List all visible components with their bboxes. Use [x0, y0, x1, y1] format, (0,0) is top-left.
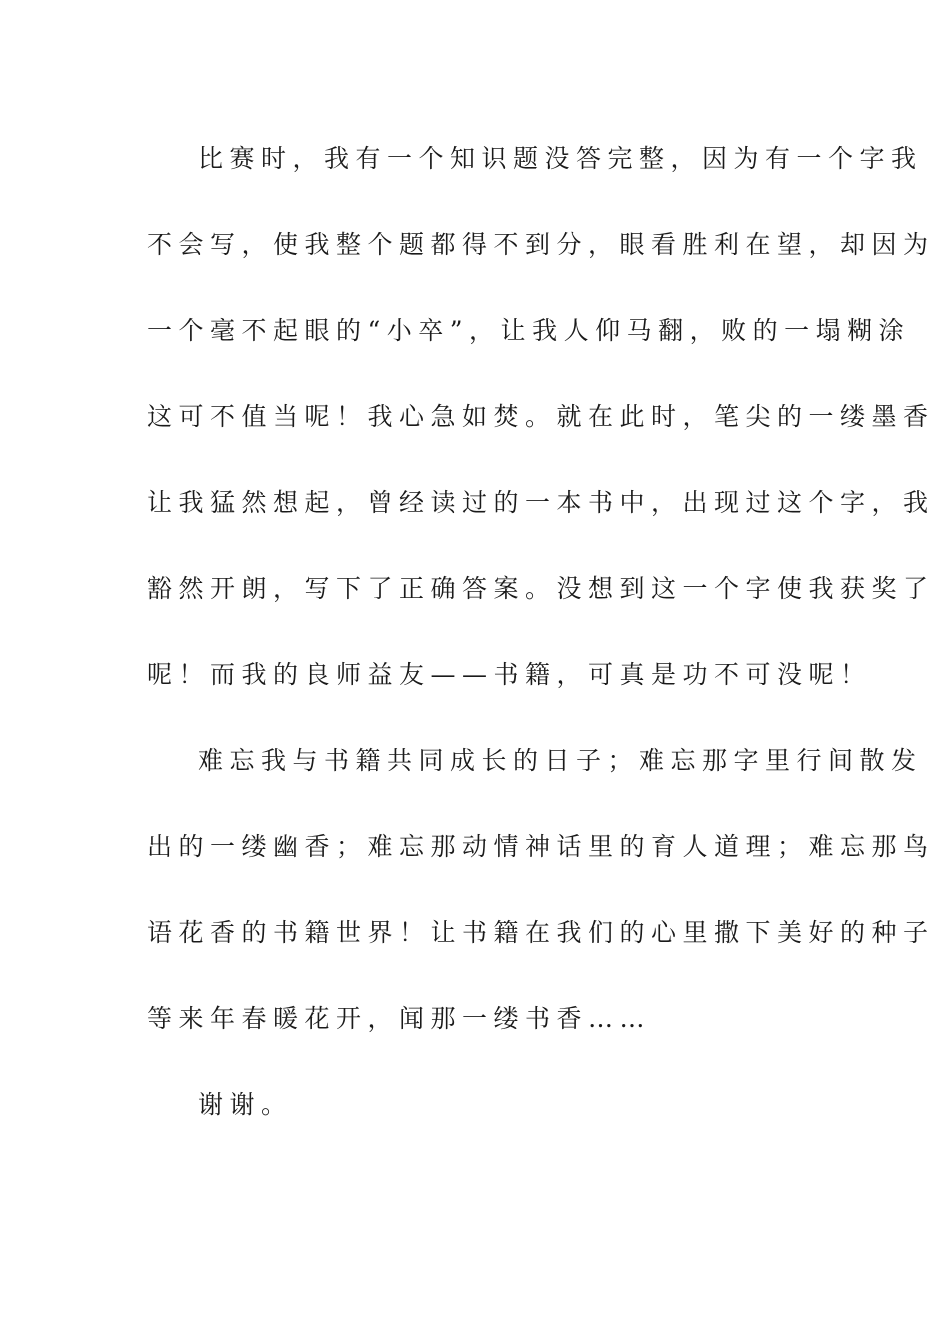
paragraph-2-line-1: 难忘我与书籍共同成长的日子；难忘那字里行间散发	[198, 746, 923, 775]
paragraph-1-line-4: 这可不值当呢！我心急如焚。就在此时，笔尖的一缕墨香	[147, 402, 935, 431]
paragraph-1-line-2: 不会写，使我整个题都得不到分，眼看胜利在望，却因为	[147, 230, 935, 259]
paragraph-1-line-6: 豁然开朗，写下了正确答案。没想到这一个字使我获奖了	[147, 574, 935, 603]
paragraph-1-line-5: 让我猛然想起，曾经读过的一本书中，出现过这个字，我	[147, 488, 935, 517]
paragraph-2-line-3: 语花香的书籍世界！让书籍在我们的心里撒下美好的种子	[147, 918, 935, 947]
paragraph-1-line-7: 呢！而我的良师益友——书籍，可真是功不可没呢！	[147, 660, 872, 689]
closing-thanks: 谢谢。	[198, 1090, 293, 1119]
paragraph-1-line-1: 比赛时，我有一个知识题没答完整，因为有一个字我	[198, 144, 923, 173]
paragraph-2-line-4: 等来年春暖花开，闻那一缕书香……	[147, 1004, 652, 1033]
paragraph-1-line-3: 一个毫不起眼的“小卒”，让我人仰马翻，败的一塌糊涂	[147, 316, 911, 345]
paragraph-2-line-2: 出的一缕幽香；难忘那动情神话里的育人道理；难忘那鸟	[147, 832, 935, 861]
